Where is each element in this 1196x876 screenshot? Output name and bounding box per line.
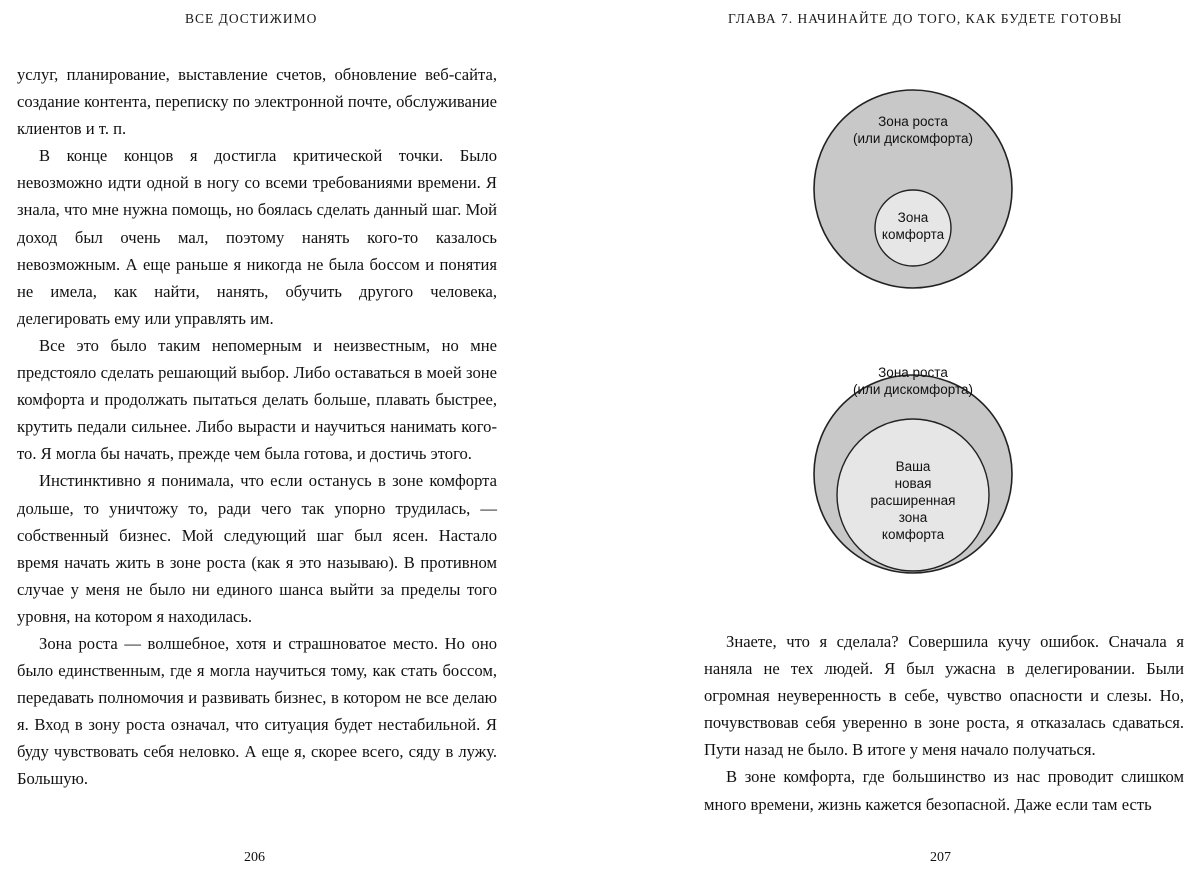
comfort-zone-label-line1: Зона [897, 210, 929, 225]
paragraph: В конце концов я достигла критической точки. Было невозможно идти одной в ногу со всеми требованиями времени. Я знала, что мне нужна помощь, но боялась сделать данный шаг. Мой доход был очень мал, поэтому нанять кого-то казалось невозможным. А еще раньше я никогда не была боссом и понятия не имела, как найти, нанять, обучить другого человека, делегировать ему или управлять им. [17, 146, 497, 328]
paragraph: Знаете, что я сделала? Совершила кучу ошибок. Сначала я наняла не тех людей. Я был ужасна в делегировании. Были огромная неуверенность в себе, чувство опасности и слезы. Но, почувствовав себя уверенно в зоне роста, я отказалась сдаваться. Пути назад не было. В итоге у меня начало получаться. [704, 632, 1184, 760]
expanded-comfort-zone-line5: комфорта [881, 527, 945, 542]
left-body-text [17, 61, 497, 793]
growth-zone-label-line1: Зона роста [878, 365, 948, 380]
right-page [598, 0, 1196, 876]
growth-zone-label-line2: (или дискомфорта) [852, 382, 974, 397]
left-running-head: ВСЕ ДОСТИЖИМО [185, 11, 318, 26]
comfort-zone-label-line2: комфорта [881, 227, 945, 242]
paragraph: Все это было таким непомерным и неизвестным, но мне предстояло сделать решающий выбор. Либо оставаться в моей зоне комфорта и продолжать пытаться делать больше, плавать быстрее, крутить педали сильнее. Либо вырасти и научиться нанимать кого-то. Я могла бы начать, прежде чем была готова, и достичь этого. [17, 335, 497, 464]
paragraph: услуг, планирование, выставление счетов, обновление веб-сайта, создание контента, переписку по электронной почте, обслуживание клиентов и т. п. [17, 65, 497, 139]
diagram-comfort-zone [814, 90, 1012, 288]
expanded-comfort-zone-line2: новая [894, 476, 932, 491]
growth-zone-label-line2: (или дискомфорта) [852, 131, 974, 146]
growth-zone-label-line1: Зона роста [878, 114, 948, 129]
right-running-head: ГЛАВА 7. НАЧИНАЙТЕ ДО ТОГО, КАК БУДЕТЕ ГОТОВЫ [728, 11, 1123, 26]
diagram-expanded-comfort-zone [814, 365, 1012, 573]
comfort-zone-diagrams [598, 0, 1196, 610]
paragraph: Инстинктивно я понимала, что если останусь в зоне комфорта дольше, то уничтожу то, ради чего так упорно трудилась, — собственный бизнес. Мой следующий шаг был ясен. Настало время начать жить в зоне роста (как я это называю). В противном случае у меня не было ни единого шанса выйти за пределы того уровня, на котором я находилась. [17, 471, 497, 626]
expanded-comfort-zone-line3: расширенная [870, 493, 956, 508]
right-body-text [704, 628, 1184, 818]
paragraph: В зоне комфорта, где большинство из нас проводит слишком много времени, жизнь кажется безопасной. Даже если там есть [704, 767, 1184, 814]
paragraph: Зона роста — волшебное, хотя и страшноватое место. Но оно было единственным, где я могла научиться тому, как стать боссом, передавать полномочия и развивать бизнес, в котором не все делаю я. Вход в зону роста означал, что ситуация будет нестабильной. Я буду чувствовать себя неловко. А еще я, скорее всего, сяду в лужу. Большую. [17, 633, 497, 789]
left-page-number: 206 [244, 850, 265, 865]
expanded-comfort-zone-line1: Ваша [895, 459, 931, 474]
expanded-comfort-zone-line4: зона [898, 510, 928, 525]
right-page-number: 207 [930, 850, 951, 865]
